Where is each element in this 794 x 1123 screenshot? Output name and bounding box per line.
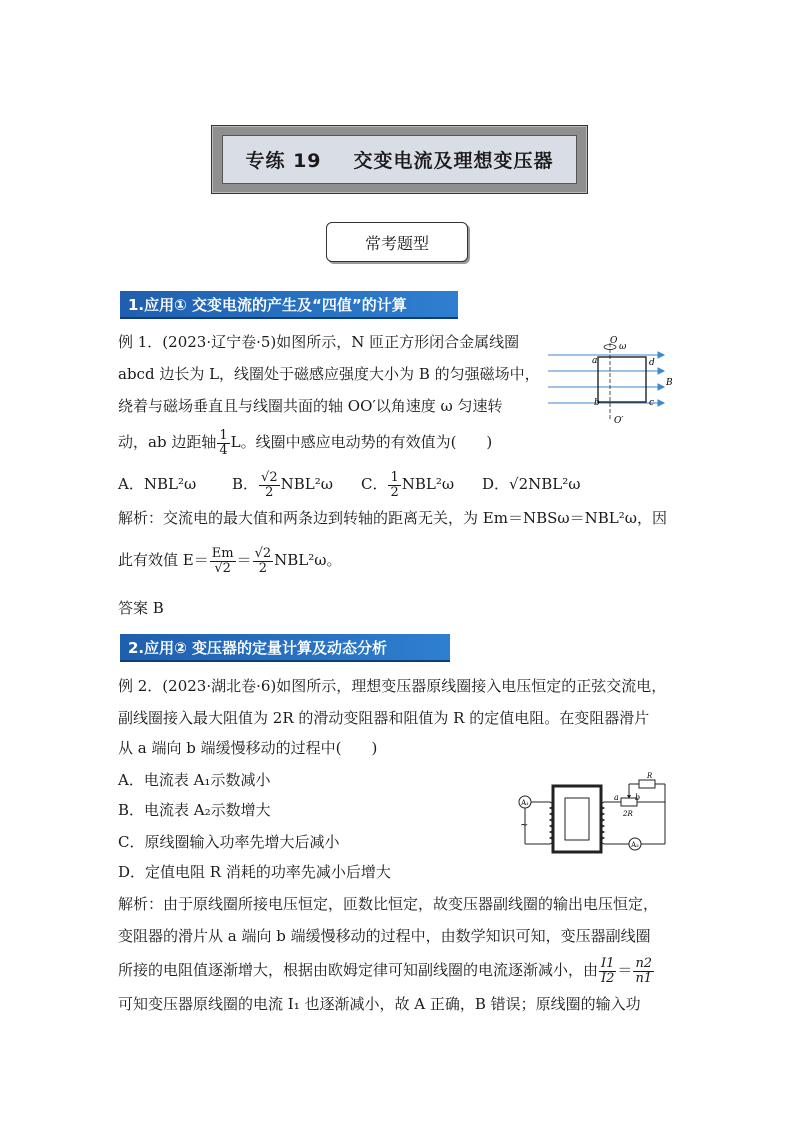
opt-c-label: C． [361, 475, 388, 493]
section-1-label: 1.应用① 交变电流的产生及“四值”的计算 [128, 295, 407, 314]
fig1-label-a: a [592, 356, 598, 366]
fig2-label-2R: 2R [623, 810, 633, 818]
ex1-solution-1: 解析：交流电的最大值和两条边到转轴的距离无关，为 Em＝NBSω＝NBL²ω，因 [118, 509, 667, 527]
page-title [222, 135, 577, 184]
opt-c-frac [388, 471, 400, 500]
opt-d-rest: √2NBL²ω [509, 475, 581, 493]
ex1-option-d [482, 466, 581, 502]
s3-frac-1 [599, 957, 616, 986]
sol2-eq: ＝ [236, 551, 252, 569]
ex1-line-2: abcd 边长为 L，线圈处于磁感应强度大小为 B 的匀强磁场中， [118, 365, 540, 383]
sol2-frac-2 [253, 547, 274, 576]
ex1-line-4-a: 动，ab 边距轴 [118, 433, 217, 451]
section-2-banner [120, 634, 450, 662]
s3-frac-2 [633, 957, 654, 986]
opt-d-label: D． [482, 475, 510, 493]
frac-den: √2 [214, 560, 231, 576]
opt-b-rest: NBL²ω [280, 475, 333, 493]
s3-eq: ＝ [617, 961, 633, 979]
sol2-a: 此有效值 E＝ [118, 551, 209, 569]
ex2-option-c: C．原线圈输入功率先增大后减小 [118, 833, 340, 851]
ex1-answer: 答案 B [118, 599, 164, 617]
ex1-line-1: 例 1．(2023·辽宁卷·5)如图所示，N 匝正方形闭合金属线圈 [118, 333, 520, 351]
ex2-solution-3 [118, 952, 655, 988]
fig1-label-omega: ω [619, 342, 627, 352]
fig1-label-c: c [649, 398, 655, 408]
frac-num: 1 [390, 469, 399, 485]
sol2-frac-1 [210, 547, 236, 576]
section-2-label: 2.应用② 变压器的定量计算及动态分析 [128, 638, 388, 657]
ex1-option-a: A．NBL²ω [118, 475, 197, 493]
frac-num: 1 [219, 427, 228, 443]
coil-figure [548, 335, 676, 427]
ex1-option-b [232, 466, 333, 502]
ex1-options [118, 466, 196, 502]
ex2-option-b: B．电流表 A₂示数增大 [118, 801, 271, 819]
opt-c-rest: NBL²ω [401, 475, 455, 493]
fig1-label-B: B [666, 378, 673, 388]
frac-num: √2 [261, 469, 278, 485]
fig2-label-b: b [635, 793, 641, 802]
ex2-line-2: 副线圈接入最大阻值为 2R 的滑动变阻器和阻值为 R 的定值电阻。在变阻器滑片 [118, 709, 650, 727]
subtitle-box [326, 222, 468, 262]
ex2-option-d: D．定值电阻 R 消耗的功率先减小后增大 [118, 863, 391, 881]
opt-b-label: B． [232, 475, 259, 493]
frac-num: √2 [254, 545, 272, 561]
ex2-solution-4: 可知变压器原线圈的电流 I₁ 也逐渐减小，故 A 正确，B 错误；原线圈的输入功 [118, 995, 641, 1013]
fig1-label-d: d [649, 358, 655, 368]
ex1-frac-quarter [217, 429, 229, 458]
fig2-label-A1: A₁ [521, 799, 529, 807]
ex1-option-c [361, 466, 454, 502]
title-frame [211, 125, 588, 194]
ex1-line-4 [118, 426, 492, 458]
ex1-solution-2 [118, 540, 341, 580]
frac-den: 2 [265, 484, 274, 500]
ex2-solution-2: 变阻器的滑片从 a 端向 b 端缓慢移动的过程中，由数学知识可知，变压器副线圈 [118, 927, 651, 945]
title-number: 专练 19 [245, 150, 322, 172]
fig1-label-O: O [610, 336, 618, 346]
frac-den: 2 [258, 560, 267, 576]
fig1-label-O2: O′ [614, 416, 624, 426]
ex2-line-3: 从 a 端向 b 端缓慢移动的过程中( ) [118, 739, 378, 757]
fig2-label-R: R [647, 772, 653, 780]
frac-num: Em [211, 545, 234, 561]
frac-num: I1 [601, 955, 615, 971]
transformer-figure [515, 770, 675, 862]
opt-b-frac [259, 471, 280, 500]
fig2-label-ac: ~ [520, 820, 529, 831]
frac-den: 2 [390, 484, 399, 500]
frac-den: I2 [601, 970, 615, 986]
frac-den: 4 [219, 442, 228, 458]
ex2-solution-1: 解析：由于原线圈所接电压恒定，匝数比恒定，故变压器副线圈的输出电压恒定， [118, 895, 659, 913]
s3-a: 所接的电阻值逐渐增大，根据由欧姆定律可知副线圈的电流逐渐减小，由 [118, 961, 599, 979]
subtitle-text: 常考题型 [364, 233, 429, 253]
fig2-label-A2: A₂ [631, 841, 639, 849]
ex2-line-1: 例 2．(2023·湖北卷·6)如图所示，理想变压器原线圈接入电压恒定的正弦交流电， [118, 677, 667, 695]
frac-num: n2 [635, 955, 653, 971]
ex1-line-4-b: L。线圈中感应电动势的有效值为( ) [230, 433, 493, 451]
frac-den: n1 [635, 970, 653, 986]
fig2-label-a: a [614, 793, 619, 802]
sol2-b: NBL²ω。 [274, 551, 342, 569]
title-text: 交变电流及理想变压器 [353, 150, 554, 172]
ex1-line-3: 绕着与磁场垂直且与线圈共面的轴 OO′以角速度 ω 匀速转 [118, 397, 503, 415]
ex2-option-a: A．电流表 A₁示数减小 [118, 771, 271, 789]
section-1-banner [120, 291, 458, 319]
fig1-label-b: b [594, 398, 600, 408]
